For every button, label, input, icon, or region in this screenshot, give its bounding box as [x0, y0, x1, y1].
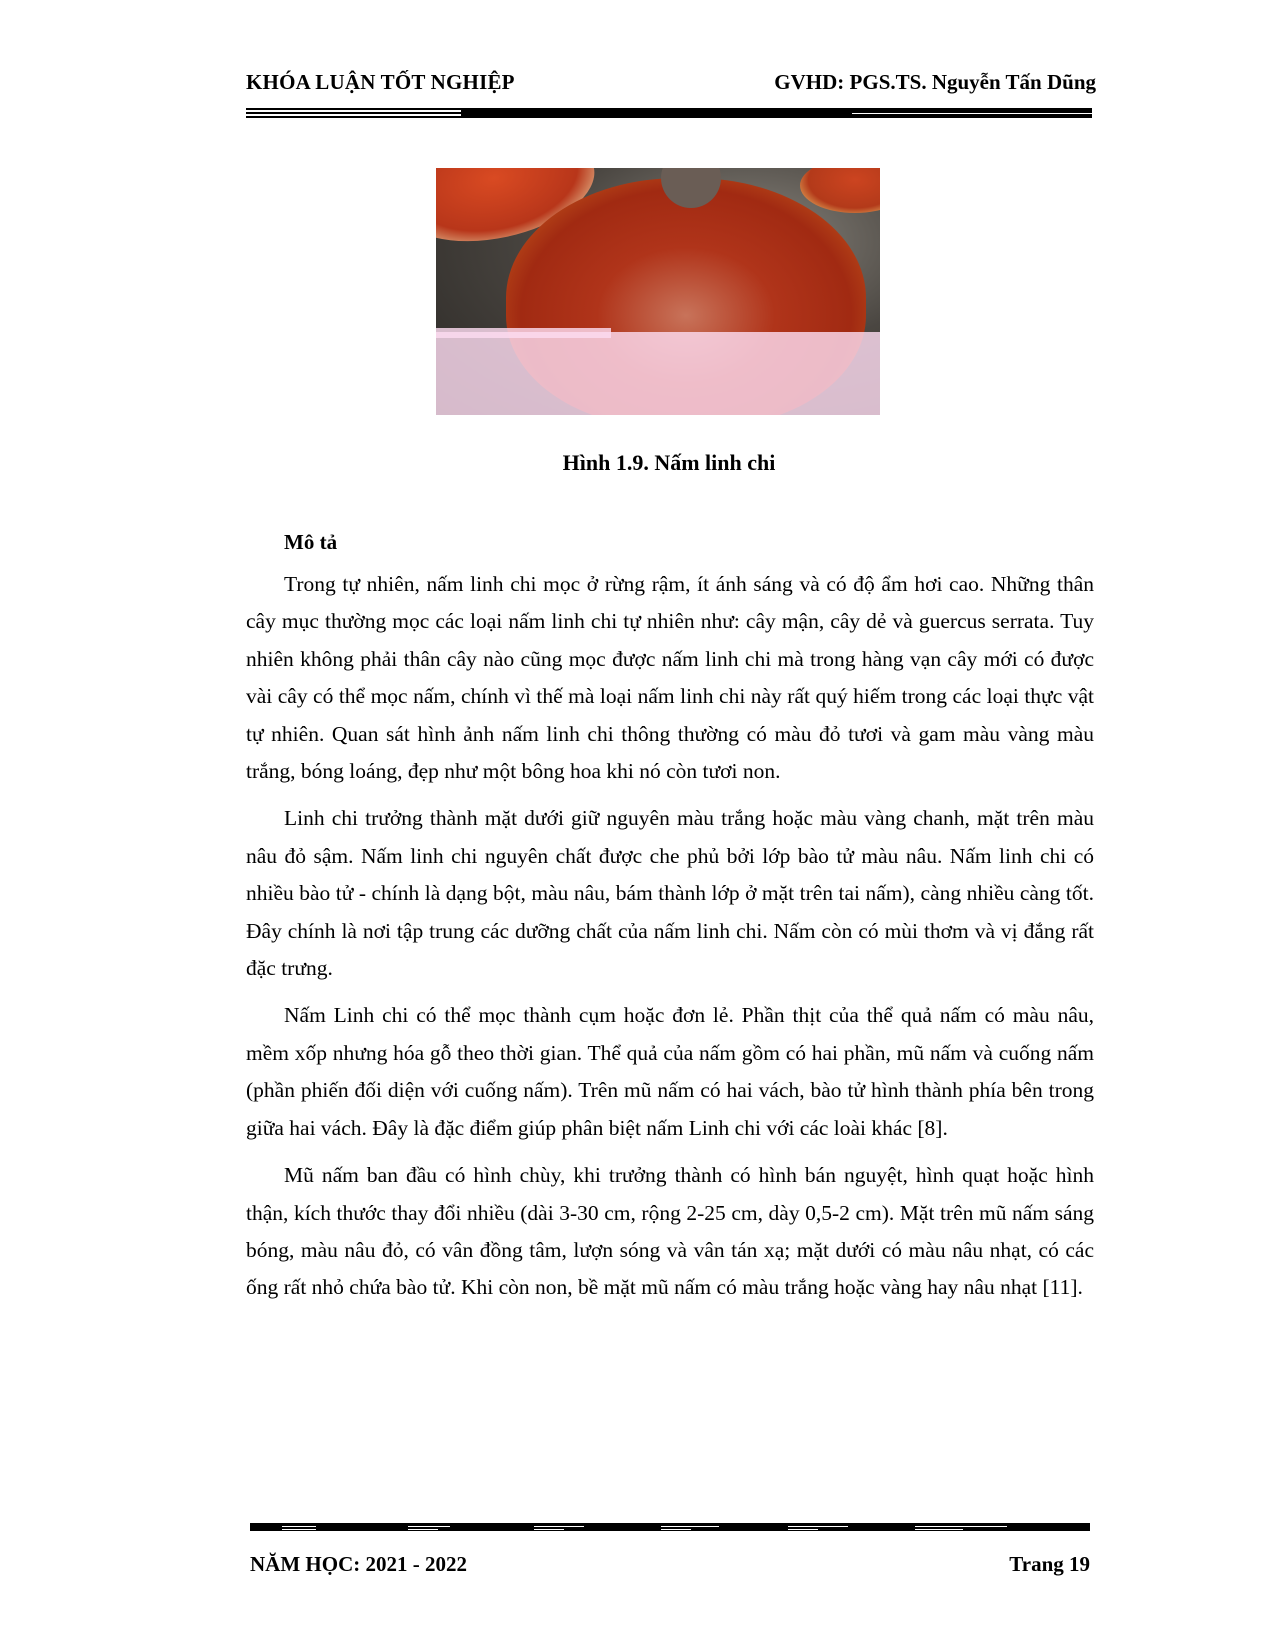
thesis-title-header: KHÓA LUẬN TỐT NGHIỆP: [246, 70, 515, 94]
paragraph: Nấm Linh chi có thể mọc thành cụm hoặc đơn lẻ. Phần thịt của thể quả nấm có màu nâu, mềm xốp nhưng hóa gỗ theo thời gian. Thể quả của nấm gồm có hai phần, mũ nấm và cuống nấm (phần phiến đối diện với cuống nấm). Trên mũ nấm có hai vách, bào tử hình thành phía bên trong giữa hai vách. Đây là đặc điểm giúp phân biệt nấm Linh chi với các loài khác [8].: [246, 1003, 1094, 1140]
advisor-header: GVHD: PGS.TS. Nguyễn Tấn Dũng: [774, 70, 1096, 94]
header-divider: [246, 108, 1092, 120]
paragraph: Trong tự nhiên, nấm linh chi mọc ở rừng rậm, ít ánh sáng và có độ ẩm hơi cao. Những thân cây mục thường mọc các loại nấm linh chi tự nhiên như: cây mận, cây dẻ và guercus serrata. Tuy nhiên không phải thân cây nào cũng mọc được nấm linh chi mà trong hàng vạn cây mới có được vài cây có thể mọc nấm, chính vì thế mà loại nấm linh chi này rất quý hiếm trong các loại thực vật tự nhiên. Quan sát hình ảnh nấm linh chi thông thường có màu đỏ tươi và gam màu vàng màu trắng, bóng loáng, đẹp như một bông hoa khi nó còn tươi non.: [246, 572, 1094, 784]
footer-divider: [250, 1522, 1090, 1532]
body-text: [246, 566, 1094, 1317]
paragraph: Linh chi trưởng thành mặt dưới giữ nguyên màu trắng hoặc màu vàng chanh, mặt trên màu nâu đỏ sậm. Nấm linh chi nguyên chất được che phủ bởi lớp bào tử màu nâu. Nấm linh chi có nhiều bào tử - chính là dạng bột, màu nâu, bám thành lớp ở mặt trên tai nấm), càng nhiều càng tốt. Đây chính là nơi tập trung các dưỡng chất của nấm linh chi. Nấm còn có mùi thơm và vị đắng rất đặc trưng.: [246, 806, 1094, 981]
paragraph: Mũ nấm ban đầu có hình chùy, khi trưởng thành có hình bán nguyệt, hình quạt hoặc hình thận, kích thước thay đổi nhiều (dài 3-30 cm, rộng 2-25 cm, dày 0,5-2 cm). Mặt trên mũ nấm sáng bóng, màu nâu đỏ, có vân đồng tâm, lượn sóng và vân tán xạ; mặt dưới có màu nâu nhạt, có các ống rất nhỏ chứa bào tử. Khi còn non, bề mặt mũ nấm có màu trắng hoặc vàng hay nâu nhạt [11].: [246, 1163, 1094, 1300]
image-overlay-band: [436, 332, 880, 415]
academic-year: NĂM HỌC: 2021 - 2022: [250, 1552, 467, 1576]
page-header: [246, 70, 1096, 100]
section-heading: Mô tả: [284, 530, 338, 554]
page-number: Trang 19: [1009, 1552, 1090, 1576]
page-footer: [250, 1552, 1090, 1582]
reishi-mushroom-photo: [436, 168, 880, 415]
figure-caption: Hình 1.9. Nấm linh chi: [562, 450, 776, 475]
